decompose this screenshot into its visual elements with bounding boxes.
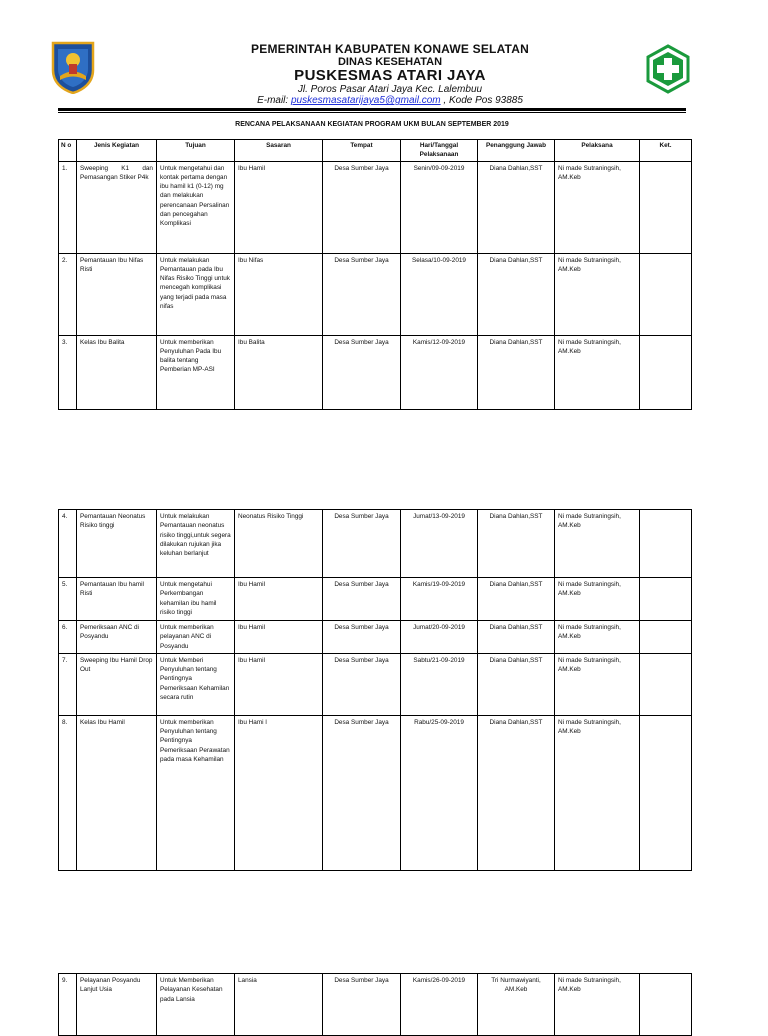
- table-row: [59, 253, 692, 335]
- table-row: [59, 621, 692, 654]
- cell-pj: Diana Dahlan,SST: [478, 715, 555, 870]
- cell-jenis: Pelayanan Posyandu Lanjut Usia: [77, 974, 157, 1036]
- cell-pj: Diana Dahlan,SST: [478, 253, 555, 335]
- postal-code: , Kode Pos 93885: [440, 95, 523, 106]
- cell-pelaksana: Ni made Sutraningsih, AM.Keb: [555, 653, 640, 715]
- cell-jenis: Pemeriksaan ANC di Posyandu: [77, 621, 157, 654]
- header-contact: [150, 95, 630, 106]
- cell-jenis: Kelas Ibu Balita: [77, 335, 157, 409]
- cell-jenis: Kelas Ibu Hamil: [77, 715, 157, 870]
- cell-hari: Senin/09-09-2019: [401, 161, 478, 253]
- header-rule-thin: [58, 112, 686, 113]
- cell-sasaran: Ibu Balita: [235, 335, 323, 409]
- cell-tujuan: Untuk memberikan pelayanan ANC di Posyandu: [157, 621, 235, 654]
- cell-ket: [640, 974, 692, 1036]
- cell-tempat: Desa Sumber Jaya: [323, 578, 401, 621]
- kabupaten-crest-icon: [50, 40, 96, 94]
- col-header-ket: Ket.: [640, 140, 692, 162]
- cell-tujuan: Untuk Memberikan Pelayanan Kesehatan pada Lansia: [157, 974, 235, 1036]
- cell-jenis: Pemantauan Neonatus Risiko tinggi: [77, 510, 157, 578]
- cell-tujuan: Untuk Memberi Penyuluhan tentang Pentingnya Pemeriksaan Kehamilan secara rutin: [157, 653, 235, 715]
- cell-jenis: Sweeping Ibu Hamil Drop Out: [77, 653, 157, 715]
- cell-pj: Diana Dahlan,SST: [478, 621, 555, 654]
- table-row: [59, 715, 692, 870]
- cell-no: 7.: [59, 653, 77, 715]
- cell-hari: Kamis/26-09-2019: [401, 974, 478, 1036]
- cell-tempat: Desa Sumber Jaya: [323, 161, 401, 253]
- cell-pj: Diana Dahlan,SST: [478, 335, 555, 409]
- cell-ket: [640, 578, 692, 621]
- cell-ket: [640, 621, 692, 654]
- cell-tujuan: Untuk mengetahui Perkembangan kehamilan ibu hamil risiko tinggi: [157, 578, 235, 621]
- puskesmas-cross-icon: [645, 44, 691, 94]
- cell-no: 2.: [59, 253, 77, 335]
- table-row: [59, 974, 692, 1036]
- table-row: [59, 335, 692, 409]
- header-government: PEMERINTAH KABUPATEN KONAWE SELATAN: [251, 42, 529, 56]
- cell-ket: [640, 335, 692, 409]
- cell-jenis: Sweeping K1 dan Pemasangan Stiker P4k: [77, 161, 157, 253]
- cell-sasaran: Ibu Hamil: [235, 621, 323, 654]
- cell-tempat: Desa Sumber Jaya: [323, 621, 401, 654]
- cell-tujuan: Untuk memberikan Penyuluhan tentang Pentingnya Pemeriksaan Perawatan pada masa Kehamilan: [157, 715, 235, 870]
- activity-table-part-2: [58, 509, 692, 871]
- cell-no: 6.: [59, 621, 77, 654]
- cell-pelaksana: Ni made Sutraningsih, AM.Keb: [555, 621, 640, 654]
- cell-pelaksana: Ni made Sutraningsih, AM.Keb: [555, 715, 640, 870]
- header-puskesmas: PUSKESMAS ATARI JAYA: [294, 67, 486, 84]
- cell-pj: Diana Dahlan,SST: [478, 578, 555, 621]
- cell-sasaran: Ibu Hamil: [235, 161, 323, 253]
- cell-sasaran: Ibu Hamil: [235, 578, 323, 621]
- cell-hari: Rabu/25-09-2019: [401, 715, 478, 870]
- col-header-tempat: Tempat: [323, 140, 401, 162]
- cell-pelaksana: Ni made Sutraningsih, AM.Keb: [555, 510, 640, 578]
- cell-pelaksana: Ni made Sutraningsih, AM.Keb: [555, 578, 640, 621]
- cell-ket: [640, 715, 692, 870]
- col-header-pj: Penanggung Jawab: [478, 140, 555, 162]
- cell-tempat: Desa Sumber Jaya: [323, 510, 401, 578]
- cell-no: 8.: [59, 715, 77, 870]
- cell-hari: Sabtu/21-09-2019: [401, 653, 478, 715]
- table-row: [59, 161, 692, 253]
- document-title: RENCANA PELAKSANAAN KEGIATAN PROGRAM UKM BULAN SEPTEMBER 2019: [235, 121, 509, 128]
- cell-no: 5.: [59, 578, 77, 621]
- table-row: [59, 578, 692, 621]
- col-header-tujuan: Tujuan: [157, 140, 235, 162]
- activity-table-part-3: [58, 973, 692, 1036]
- cell-pelaksana: Ni made Sutraningsih, AM.Keb: [555, 335, 640, 409]
- cell-no: 4.: [59, 510, 77, 578]
- cell-pelaksana: Ni made Sutraningsih, AM.Keb: [555, 253, 640, 335]
- cell-pj: Diana Dahlan,SST: [478, 161, 555, 253]
- header-address: Jl. Poros Pasar Atari Jaya Kec. Lalembuu: [297, 84, 483, 95]
- cell-ket: [640, 653, 692, 715]
- cell-sasaran: Neonatus Risiko Tinggi: [235, 510, 323, 578]
- cell-hari: Selasa/10-09-2019: [401, 253, 478, 335]
- table-row: [59, 653, 692, 715]
- cell-jenis: Pemantauan Ibu Nifas Risti: [77, 253, 157, 335]
- cell-sasaran: Ibu Hami l: [235, 715, 323, 870]
- cell-hari: Jumat/13-09-2019: [401, 510, 478, 578]
- email-label: E-mail:: [257, 95, 291, 106]
- cell-sasaran: Lansia: [235, 974, 323, 1036]
- cell-ket: [640, 161, 692, 253]
- cell-pj: Tri Nurmawiyanti, AM.Keb: [478, 974, 555, 1036]
- col-header-hari: Hari/Tanggal Pelaksanaan: [401, 140, 478, 162]
- header-department: DINAS KESEHATAN: [337, 56, 443, 68]
- cell-no: 9.: [59, 974, 77, 1036]
- cell-sasaran: Ibu Nifas: [235, 253, 323, 335]
- header-rule-thick: [58, 108, 686, 111]
- cell-tempat: Desa Sumber Jaya: [323, 253, 401, 335]
- cell-tempat: Desa Sumber Jaya: [323, 715, 401, 870]
- cell-tujuan: Untuk melakukan Pemantauan pada Ibu Nifas Risiko Tinggi untuk mencegah komplikasi yang terjadi pada masa nifas: [157, 253, 235, 335]
- activity-table-part-1: [58, 139, 692, 410]
- cell-pj: Diana Dahlan,SST: [478, 510, 555, 578]
- table-header-row: [59, 140, 692, 162]
- cell-tujuan: Untuk mengetahui dan kontak pertama dengan ibu hamil k1 (0-12) mg dan melakukan perencanaan Persalinan dan pencegahan Komplikasi: [157, 161, 235, 253]
- cell-hari: Jumat/20-09-2019: [401, 621, 478, 654]
- cell-ket: [640, 253, 692, 335]
- col-header-sasaran: Sasaran: [235, 140, 323, 162]
- cell-ket: [640, 510, 692, 578]
- cell-hari: Kamis/19-09-2019: [401, 578, 478, 621]
- col-header-pelaksana: Pelaksana: [555, 140, 640, 162]
- email-link[interactable]: puskesmasatarijaya5@gmail.com: [290, 95, 441, 106]
- cell-pj: Diana Dahlan,SST: [478, 653, 555, 715]
- cell-no: 1.: [59, 161, 77, 253]
- cell-sasaran: Ibu Hamil: [235, 653, 323, 715]
- table-row: [59, 510, 692, 578]
- cell-hari: Kamis/12-09-2019: [401, 335, 478, 409]
- cell-no: 3.: [59, 335, 77, 409]
- cell-pelaksana: Ni made Sutraningsih, AM.Keb: [555, 974, 640, 1036]
- col-header-jenis: Jenis Kegiatan: [77, 140, 157, 162]
- cell-jenis: Pemantauan Ibu hamil Risti: [77, 578, 157, 621]
- cell-tujuan: Untuk memberikan Penyuluhan Pada Ibu balita tentang Pemberian MP-ASI: [157, 335, 235, 409]
- cell-tempat: Desa Sumber Jaya: [323, 974, 401, 1036]
- col-header-no: N o: [59, 140, 77, 162]
- cell-tempat: Desa Sumber Jaya: [323, 653, 401, 715]
- cell-tempat: Desa Sumber Jaya: [323, 335, 401, 409]
- cell-tujuan: Untuk melakukan Pemantauan neonatus risiko tinggi,untuk segera dilakukan rujukan jika keluhan berlanjut: [157, 510, 235, 578]
- cell-pelaksana: Ni made Sutraningsih, AM.Keb: [555, 161, 640, 253]
